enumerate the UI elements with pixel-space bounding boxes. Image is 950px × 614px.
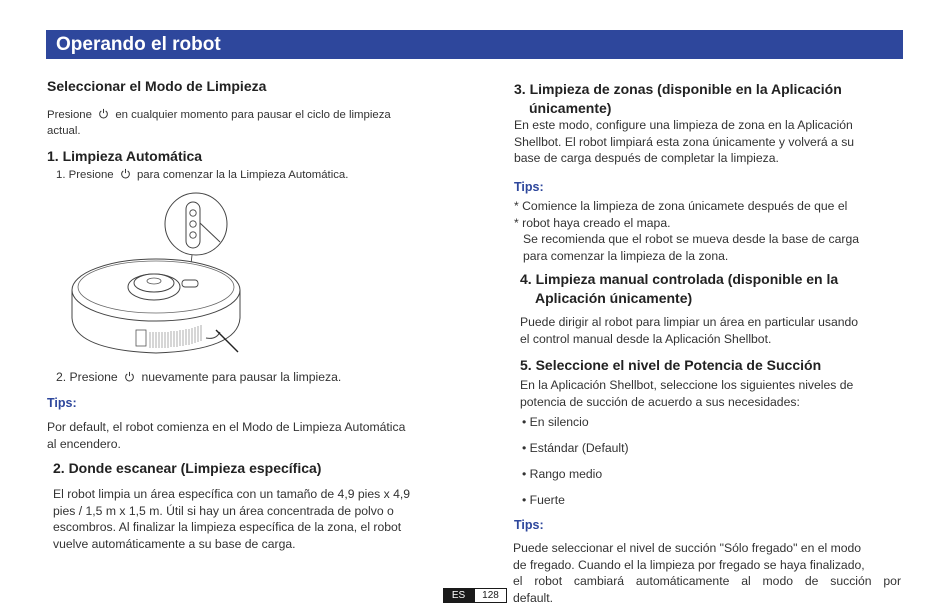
tips1-line: para comenzar la limpieza de la zona. bbox=[523, 248, 729, 263]
s2-body-line: pies / 1,5 m x 1,5 m. Útil si hay un área concentrada de polvo o bbox=[53, 503, 394, 518]
s1-step2 bbox=[56, 369, 341, 386]
s1-step1 bbox=[56, 168, 348, 184]
tips-line: al encendero. bbox=[47, 436, 121, 451]
s5-title: 5. Seleccione el nivel de Potencia de Succión bbox=[520, 357, 822, 373]
s4-body-line: el control manual desde la Aplicación Shellbot. bbox=[520, 331, 772, 346]
intro-paragraph bbox=[47, 108, 447, 139]
list-item: • Fuerte bbox=[522, 493, 565, 507]
tips-text bbox=[47, 419, 447, 452]
list-item: • En silencio bbox=[522, 415, 589, 429]
s3-title-line2: únicamente) bbox=[529, 100, 612, 116]
s1-step2-post: nuevamente para pausar la limpieza. bbox=[141, 370, 342, 384]
tips-line: Por default, el robot comienza en el Modo de Limpieza Automática bbox=[47, 420, 406, 434]
s1-step2-pre: 2. Presione bbox=[56, 370, 118, 384]
list-item: • Estándar (Default) bbox=[522, 441, 629, 455]
language-badge: ES bbox=[443, 588, 474, 603]
section-title: Seleccionar el Modo de Limpieza bbox=[47, 78, 267, 94]
intro-text-pre: Presione bbox=[47, 109, 92, 121]
list-item: • Rango medio bbox=[522, 467, 603, 481]
tips1-label: Tips: bbox=[514, 180, 544, 194]
s1-step1-post: para comenzar la la Limpieza Automática. bbox=[136, 169, 349, 181]
tips2-label: Tips: bbox=[514, 518, 544, 532]
s4-title bbox=[520, 270, 838, 308]
tips1-text bbox=[514, 198, 904, 264]
robot-illustration bbox=[66, 190, 246, 365]
s2-body-line: escombros. Al finalizar la limpieza específica de la zona, el robot bbox=[53, 520, 402, 534]
s4-title-line1: 4. Limpieza manual controlada (disponible en la bbox=[520, 271, 839, 287]
s1-title: 1. Limpieza Automática bbox=[47, 148, 203, 164]
tips1-line: * Comience la limpieza de zona únicamete después de que el bbox=[514, 199, 848, 213]
s2-body bbox=[53, 486, 435, 552]
s3-title-line1: 3. Limpieza de zonas (disponible en la Aplicación bbox=[514, 81, 842, 97]
tips2-line: Puede seleccionar el nivel de succión "Sólo fregado" en el modo bbox=[513, 541, 862, 555]
suction-level-list bbox=[522, 414, 629, 518]
page-title: Operando el robot bbox=[56, 34, 221, 55]
power-icon bbox=[98, 108, 109, 119]
s1-step1-pre: 1. Presione bbox=[56, 169, 114, 181]
s3-body-line: Shellbot. El robot limpiará esta zona únicamente y volverá a su bbox=[514, 134, 855, 149]
tips2-line: el robot cambiará automáticamente al modo de succión por bbox=[513, 574, 901, 588]
s4-body-line: Puede dirigir al robot para limpiar un área en particular usando bbox=[520, 315, 859, 329]
tips2-line: default. bbox=[513, 590, 553, 605]
s3-title bbox=[514, 80, 842, 118]
s2-body-line: El robot limpia un área específica con un tamaño de 4,9 pies x 4,9 bbox=[53, 487, 411, 501]
intro-text-line2: actual. bbox=[47, 124, 81, 137]
s5-body-line: potencia de succión de acuerdo a sus necesidades: bbox=[520, 394, 800, 409]
intro-text-post: en cualquier momento para pausar el ciclo de limpieza bbox=[115, 109, 391, 121]
s3-body-line: base de carga después de completar la limpieza. bbox=[514, 151, 779, 165]
page-title-banner bbox=[46, 30, 903, 59]
power-icon bbox=[124, 371, 135, 382]
tips1-line: Se recomienda que el robot se mueva desde la base de carga bbox=[523, 232, 860, 246]
page-number: 128 bbox=[474, 588, 507, 603]
s3-body-line: En este modo, configure una limpieza de zona en la Aplicación bbox=[514, 118, 853, 132]
s5-body bbox=[520, 377, 904, 410]
s5-body-line: En la Aplicación Shellbot, seleccione los siguientes niveles de bbox=[520, 378, 854, 392]
tips2-line: de fregado. Cuando el la limpieza por fregado se haya finalizado, bbox=[513, 557, 865, 572]
tips1-line: * robot haya creado el mapa. bbox=[514, 215, 671, 230]
tips-label: Tips: bbox=[47, 396, 77, 410]
s3-body bbox=[514, 117, 904, 167]
s2-body-line: vuelve automáticamente a su base de carga. bbox=[53, 536, 296, 551]
s4-title-line2: Aplicación únicamente) bbox=[535, 290, 693, 306]
s2-title: 2. Donde escanear (Limpieza específica) bbox=[53, 460, 322, 476]
power-icon bbox=[120, 168, 131, 179]
s4-body bbox=[520, 314, 904, 347]
tips2-text bbox=[513, 540, 901, 606]
